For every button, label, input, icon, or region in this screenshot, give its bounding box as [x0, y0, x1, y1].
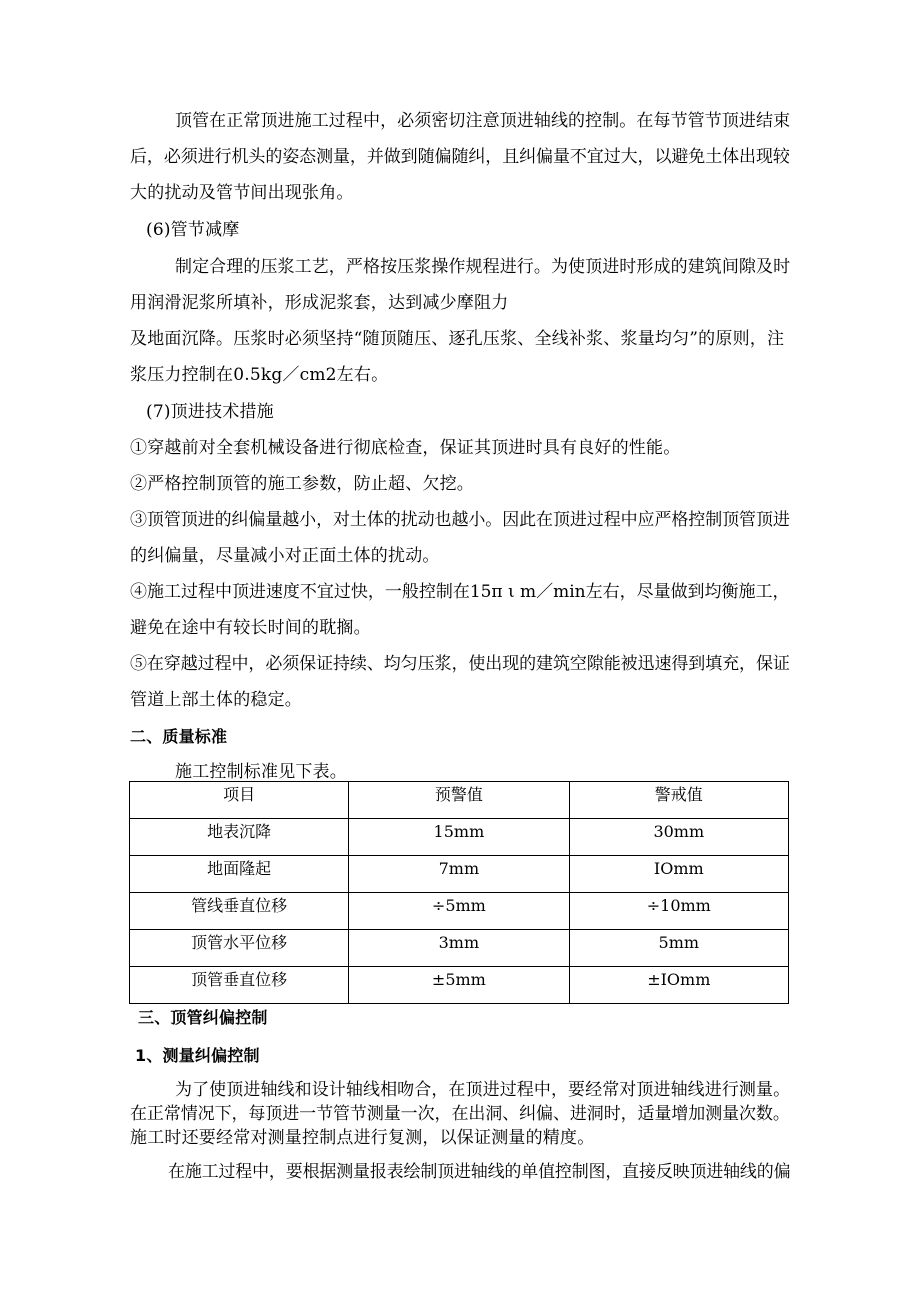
paragraph-line: 施工时还要经常对测量控制点进行复测，以保证测量的精度。 [130, 1128, 595, 1148]
table-cell: 管线垂直位移 [130, 893, 349, 930]
table-row [130, 856, 789, 893]
subsection-heading-measurement: 1、测量纠偏控制 [135, 1046, 260, 1065]
paragraph-line: 浆压力控制在0.5kg／cm2左右。 [130, 365, 389, 385]
table-row [130, 893, 789, 930]
subheading-7: (7)顶进技术措施 [146, 402, 274, 422]
table-header-cell: 预警值 [349, 782, 569, 819]
table-intro: 施工控制标准见下表。 [175, 762, 347, 782]
paragraph-line: 用润滑泥浆所填补，形成泥浆套，达到减少摩阻力 [130, 293, 509, 313]
measure-line: ④施工过程中顶进速度不宜过快，一般控制在15π ι m／min左右，尽量做到均衡施工， [130, 582, 790, 602]
paragraph-line: 为了使顶进轴线和设计轴线相吻合，在顶进过程中，要经常对顶进轴线进行测量。 [175, 1080, 791, 1100]
measure-line: 的纠偏量，尽量减小对正面土体的扰动。 [130, 546, 440, 566]
standards-table [129, 781, 789, 1004]
table-header-cell: 项目 [130, 782, 349, 819]
table-cell: 5mm [569, 930, 788, 967]
paragraph-line: 在施工过程中，要根据测量报表绘制顶进轴线的单值控制图，直接反映顶进轴线的偏 [168, 1162, 791, 1182]
measure-line: ③顶管顶进的纠偏量越小，对土体的扰动也越小。因此在顶进过程中应严格控制顶管顶进 [130, 510, 790, 530]
table-cell: 地表沉降 [130, 819, 349, 856]
table-cell: 7mm [349, 856, 569, 893]
paragraph-line: 后，必须进行机头的姿态测量，并做到随偏随纠，且纠偏量不宜过大，以避免土体出现较 [130, 147, 790, 167]
table-cell: 30mm [569, 819, 788, 856]
paragraph-line: 顶管在正常顶进施工过程中，必须密切注意顶进轴线的控制。在每节管节顶进结束 [175, 111, 791, 131]
paragraph-line: 大的扰动及管节间出现张角。 [130, 183, 354, 203]
table-row [130, 967, 789, 1004]
section-heading-quality: 二、质量标准 [130, 727, 228, 746]
measure-line: 避免在途中有较长时间的耽搁。 [130, 618, 371, 638]
paragraph-line: 在正常情况下，每顶进一节管节测量一次，在出洞、纠偏、进洞时，适量增加测量次数。 [130, 1104, 790, 1124]
table-header-cell: 警戒值 [569, 782, 788, 819]
paragraph-line: 及地面沉降。压浆时必须坚持“随顶随压、逐孔压浆、全线补浆、浆量均匀”的原则，注 [130, 329, 785, 349]
measure-line: 管道上部土体的稳定。 [130, 690, 302, 710]
table-cell: 顶管水平位移 [130, 930, 349, 967]
table-cell: 顶管垂直位移 [130, 967, 349, 1004]
table-cell: 地面隆起 [130, 856, 349, 893]
section-heading-correction: 三、顶管纠偏控制 [138, 1008, 268, 1027]
table-row [130, 819, 789, 856]
measure-line: ①穿越前对全套机械设备进行彻底检查，保证其顶进时具有良好的性能。 [130, 438, 681, 458]
table-cell: 3mm [349, 930, 569, 967]
measure-line: ⑤在穿越过程中，必须保证持续、均匀压浆，使出现的建筑空隙能被迅速得到填充，保证 [130, 654, 790, 674]
table-cell: ÷10mm [569, 893, 788, 930]
subheading-6: (6)管节减摩 [146, 220, 240, 240]
table-header-row [130, 782, 789, 819]
table-cell: ±5mm [349, 967, 569, 1004]
measure-line: ②严格控制顶管的施工参数，防止超、欠挖。 [130, 474, 474, 494]
table-cell: ±IOmm [569, 967, 788, 1004]
table-cell: IOmm [569, 856, 788, 893]
table-cell: 15mm [349, 819, 569, 856]
table-row [130, 930, 789, 967]
paragraph-line: 制定合理的压浆工艺，严格按压浆操作规程进行。为使顶进时形成的建筑间隙及时 [175, 257, 791, 277]
table-cell: ÷5mm [349, 893, 569, 930]
